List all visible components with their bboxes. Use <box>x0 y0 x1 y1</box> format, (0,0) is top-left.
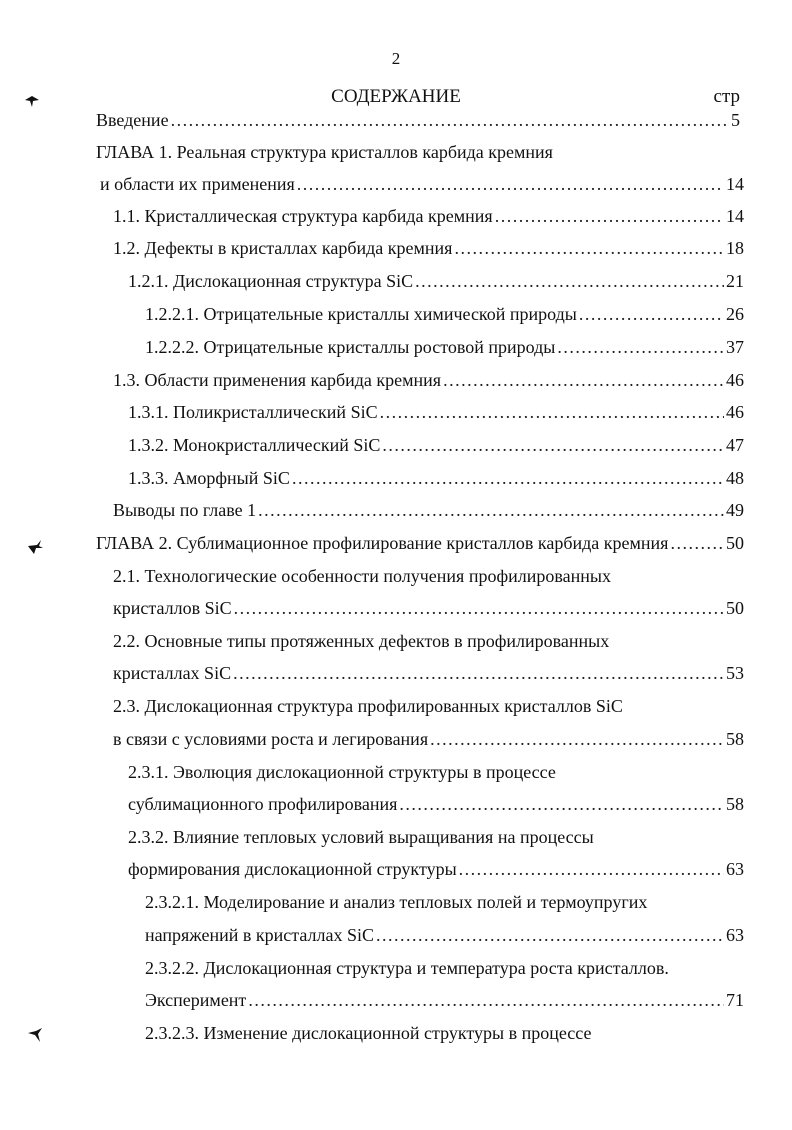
binder-mark-icon <box>28 1028 44 1042</box>
toc-entry-title: 1.2.1. Дислокационная структура SiC <box>128 271 414 291</box>
dot-leader <box>443 370 724 391</box>
toc-entry-page: 58 <box>726 794 744 814</box>
toc-entry <box>145 892 647 918</box>
toc-entry <box>145 990 744 1016</box>
toc-entry-title: 1.1. Кристаллическая структура карбида кремния <box>113 206 493 226</box>
dot-leader <box>234 598 724 619</box>
toc-entry <box>113 566 611 592</box>
toc-entry-page: 48 <box>726 468 744 488</box>
toc-entry-page: 37 <box>726 337 744 357</box>
dot-leader <box>258 500 724 521</box>
dot-leader <box>382 435 724 456</box>
toc-entry-title: напряжений в кристаллах SiC <box>145 925 374 945</box>
toc-entry-title: и области их применения <box>100 174 295 194</box>
toc-entry-title: 2.3.2.3. Изменение дислокационной структуры в процессе <box>145 1023 592 1043</box>
toc-entry-title: 2.1. Технологические особенности получения профилированных <box>113 566 611 586</box>
toc-entry-page: 49 <box>726 500 744 520</box>
dot-leader <box>292 468 724 489</box>
toc-entry-title: 2.3. Дислокационная структура профилированных кристаллов SiC <box>113 696 623 716</box>
toc-entry <box>113 238 744 264</box>
toc-entry-page: 14 <box>726 174 744 194</box>
dot-leader <box>670 533 724 554</box>
toc-entry-title: ГЛАВА 2. Сублимационное профилирование кристаллов карбида кремния <box>96 533 669 553</box>
toc-entry-page: 71 <box>726 990 744 1010</box>
toc-entry <box>113 696 623 722</box>
dot-leader <box>376 925 724 946</box>
toc-entry-title: Введение <box>96 110 169 130</box>
toc-entry <box>145 1023 591 1049</box>
toc-entry <box>100 174 744 200</box>
toc-entry-page: 46 <box>726 370 744 390</box>
toc-heading: СОДЕРЖАНИЕ <box>331 86 461 107</box>
toc-entry <box>96 142 553 168</box>
toc-entry <box>113 598 744 624</box>
toc-entry <box>128 402 744 428</box>
dot-leader <box>399 794 724 815</box>
toc-entry-title: в связи с условиями роста и легирования <box>113 729 429 749</box>
dot-leader <box>248 990 724 1011</box>
toc-entry-title: кристаллов SiC <box>113 598 232 618</box>
toc-entry-title: Выводы по главе 1 <box>113 500 257 520</box>
toc-entry-page: 46 <box>726 402 744 422</box>
toc-entry-title: 2.3.2. Влияние тепловых условий выращивания на процессы <box>128 827 594 847</box>
toc-entry-title: 2.3.2.1. Моделирование и анализ тепловых полей и термоупругих <box>145 892 648 912</box>
toc-entry <box>113 663 744 689</box>
dot-leader <box>415 271 724 292</box>
toc-entry-page: 26 <box>726 304 744 324</box>
toc-entry <box>145 958 669 984</box>
dot-leader <box>579 304 724 325</box>
toc-entry-page: 50 <box>726 598 744 618</box>
toc-entry-title: 1.3.1. Поликристаллический SiC <box>128 402 378 422</box>
toc-entry-title: ГЛАВА 1. Реальная структура кристаллов карбида кремния <box>96 142 553 162</box>
binder-mark-icon <box>28 540 44 554</box>
toc-entry-title: 2.3.1. Эволюция дислокационной структуры в процессе <box>128 762 556 782</box>
toc-entry-page: 47 <box>726 435 744 455</box>
toc-entry-title: 1.2. Дефекты в кристаллах карбида кремния <box>113 238 453 258</box>
toc-entry-page: 53 <box>726 663 744 683</box>
dot-leader <box>459 859 724 880</box>
dot-leader <box>297 174 724 195</box>
toc-entry <box>128 794 744 820</box>
toc-entry-title: 1.3. Области применения карбида кремния <box>113 370 442 390</box>
toc-entry-title: 2.2. Основные типы протяженных дефектов в профилированных <box>113 631 610 651</box>
binder-mark-icon <box>24 94 40 108</box>
dot-leader <box>454 238 724 259</box>
dot-leader <box>557 337 724 358</box>
dot-leader <box>171 110 729 131</box>
toc-entry-page: 18 <box>726 238 744 258</box>
toc-entry-title: 1.3.2. Монокристаллический SiC <box>128 435 381 455</box>
toc-entry-page: 63 <box>726 859 744 879</box>
toc-entry <box>96 533 744 559</box>
toc-entry <box>128 271 744 297</box>
toc-entry <box>113 631 609 657</box>
toc-entry <box>128 435 744 461</box>
toc-entry-page: 58 <box>726 729 744 749</box>
toc-entry <box>128 859 744 885</box>
toc-entry <box>128 762 556 788</box>
toc-entry <box>145 925 744 951</box>
toc-entry <box>145 304 744 330</box>
toc-entry-page: 14 <box>726 206 744 226</box>
toc-entry-title: 1.2.2.2. Отрицательные кристаллы ростовой природы <box>145 337 556 357</box>
toc-entry <box>113 729 744 755</box>
toc-entry <box>113 206 744 232</box>
toc-entry <box>96 110 740 136</box>
toc-entry-title: кристаллах SiC <box>113 663 232 683</box>
dot-leader <box>430 729 724 750</box>
toc-entry-page: 5 <box>731 110 740 130</box>
toc-entry <box>113 370 744 396</box>
dot-leader <box>495 206 724 227</box>
dot-leader <box>233 663 724 684</box>
toc-entry-page: 63 <box>726 925 744 945</box>
toc-entry <box>128 468 744 494</box>
page-number: 2 <box>391 49 401 68</box>
toc-entry-title: 1.3.3. Аморфный SiC <box>128 468 290 488</box>
toc-entry-title: формирования дислокационной структуры <box>128 859 457 879</box>
page-column-label: стр <box>713 86 740 107</box>
toc-entry-page: 21 <box>726 271 744 291</box>
toc-entry-title: Эксперимент <box>145 990 247 1010</box>
dot-leader <box>380 402 724 423</box>
toc-entry <box>113 500 744 526</box>
toc-entry <box>128 827 594 853</box>
toc-entry-title: 2.3.2.2. Дислокационная структура и температура роста кристаллов. <box>145 958 669 978</box>
toc-entry <box>145 337 744 363</box>
toc-entry-title: сублимационного профилирования <box>128 794 398 814</box>
toc-entry-page: 50 <box>726 533 744 553</box>
toc-entry-title: 1.2.2.1. Отрицательные кристаллы химической природы <box>145 304 577 324</box>
